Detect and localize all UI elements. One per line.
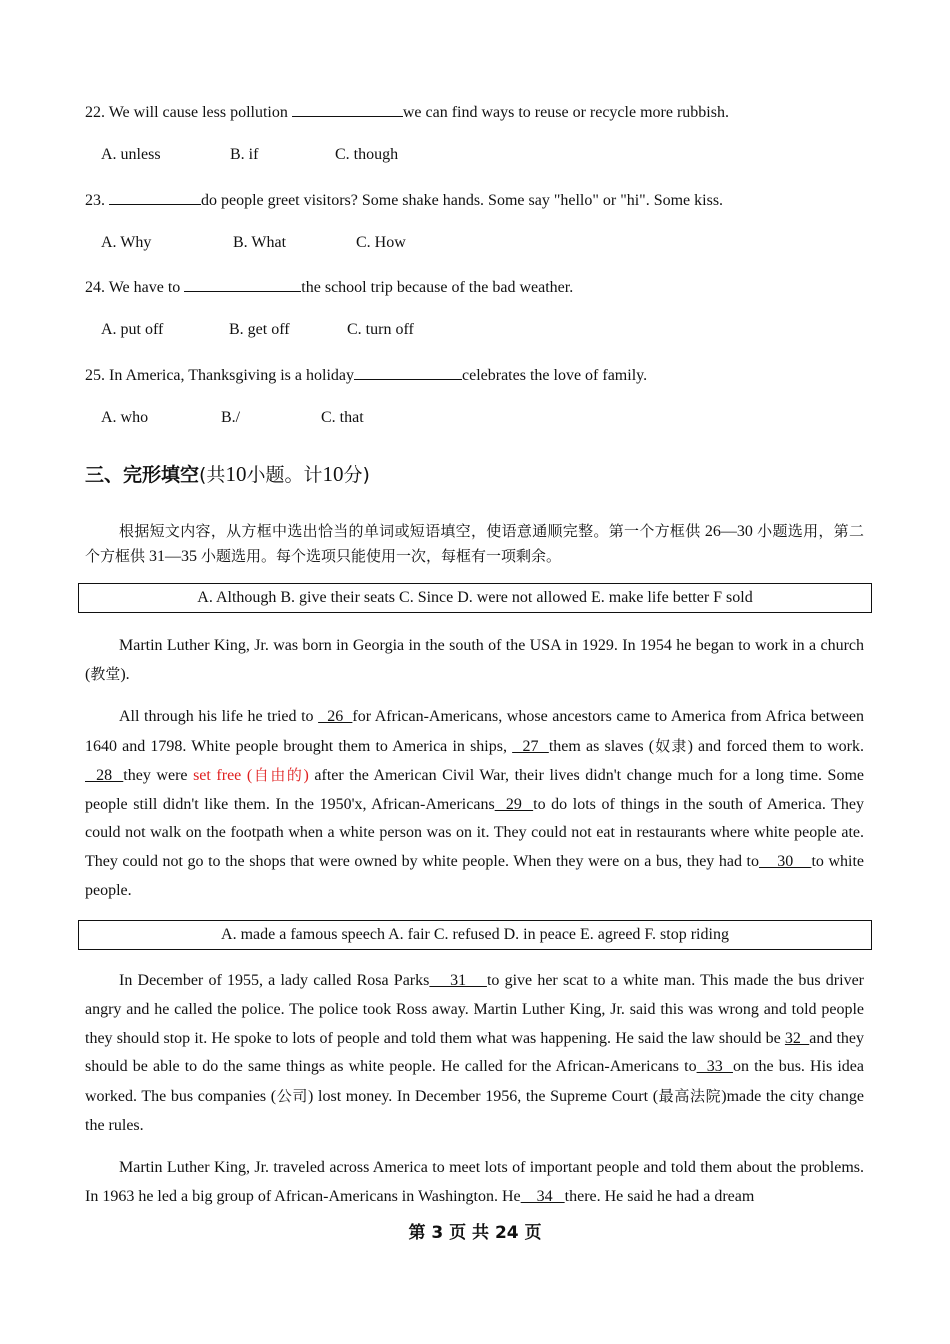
page-footer: 第 3 页 共 24 页: [408, 1223, 542, 1243]
text: to give her scat to a white man. This made the bus driver angry and he called the police. The police took Ross away. Martin Luther King, Jr. said this was wrong and told people they should stop it. He spoke to lots of people and told them what was happening. He said the law should be: [85, 972, 865, 1047]
blank-34: 34: [520, 1187, 565, 1205]
question-stem-before: We will cause less pollution: [108, 104, 288, 121]
instructions-range-1: 26—30: [700, 523, 758, 540]
question-stem-after: we can find ways to reuse or recycle more rubbish.: [402, 104, 729, 121]
text: on the bus. His idea worked. The bus companies (: [85, 1058, 864, 1106]
text: they were: [123, 767, 194, 785]
option-c: C. that: [321, 409, 364, 426]
question-25: [85, 364, 647, 386]
highlighted-chinese-gloss: 自由的: [252, 766, 304, 785]
chinese-gloss: 奴隶: [654, 736, 688, 755]
instructions-text-2: 小题选用，第二个方框供: [85, 522, 864, 565]
question-stem-before: We have to: [108, 279, 181, 296]
instructions-text-3: 小题选用。每个选项只能使用一次，每框有一项剩余。: [201, 547, 562, 565]
text: Martin Luther King, Jr. traveled across America to meet lots of important people and told them about the problems. In 1963 he led a big group of African-Americans in Washington. He: [85, 1159, 864, 1205]
text: and they should be able to do the same things as white people. He called for the African-Americans to: [85, 1029, 865, 1076]
answer-blank: [354, 364, 462, 380]
section-score-close: 分): [343, 464, 370, 486]
answer-blank: [109, 189, 201, 205]
option-a: A. unless: [101, 146, 161, 163]
passage-paragraph-3: [85, 967, 864, 1141]
text: for African-Americans, whose ancestors came to America from Africa between 1640 and 1798. White people brought them to America in ships,: [85, 708, 865, 755]
section-score-total: 10: [322, 462, 344, 486]
section-heading: [85, 460, 370, 489]
question-24: [85, 276, 573, 298]
question-23: [85, 189, 723, 211]
highlighted-phrase: set free (: [193, 767, 253, 785]
text: ) and forced them to work.: [687, 737, 865, 755]
blank-33: 33: [696, 1058, 733, 1076]
text: them as slaves (: [548, 737, 655, 755]
question-stem-after: do people greet visitors? Some shake hands. Some say "hello" or "hi". Some kiss.: [201, 192, 724, 209]
question-stem-after: celebrates the love of family.: [462, 367, 648, 384]
option-a: A. Why: [101, 234, 152, 251]
section-title: 三、完形填空: [85, 464, 200, 486]
option-a: A. who: [101, 409, 149, 426]
word-box-1: A. Although B. give their seats C. Since D. were not allowed E. make life better F sold: [78, 583, 872, 613]
word-box-2: A. made a famous speech A. fair C. refused D. in peace E. agreed F. stop riding: [78, 920, 872, 950]
question-stem-after: the school trip because of the bad weather.: [301, 279, 574, 296]
option-a: A. put off: [101, 321, 164, 338]
chinese-gloss: 最高法院: [658, 1087, 722, 1106]
section-score-mid: 小题。计: [246, 464, 323, 486]
text: Martin Luther King, Jr. was born in Georgia in the south of the USA in 1929. In 1954 he began to work in a church (: [85, 637, 864, 683]
text: to white people.: [85, 852, 865, 899]
text: All through his life he tried to: [119, 708, 319, 725]
question-number: 24.: [85, 279, 105, 296]
section-instructions: [85, 519, 864, 569]
passage-paragraph-1: [85, 631, 864, 689]
text: after the American Civil War, their lives didn't change much for a long time. Some people still didn't like them. In the 1950'x, African-Americans: [85, 767, 865, 813]
blank-27: 27: [512, 737, 549, 755]
text: In December of 1955, a lady called Rosa Parks: [119, 972, 430, 989]
question-22: [85, 101, 729, 123]
section-question-count: 10: [225, 462, 247, 486]
text: to do lots of things in the south of America. They could not walk on the footpath when a white person was on it. They could not eat in restaurants where white people ate. They could not go to the shops that were owned by white people. When they were on a bus, they had to: [85, 795, 865, 870]
passage-paragraph-2: [85, 703, 864, 905]
text: ) lost money. In December 1956, the Supreme Court (: [308, 1088, 659, 1106]
passage-paragraph-4: [85, 1154, 864, 1211]
blank-31: 31: [429, 972, 487, 989]
question-number: 23.: [85, 192, 105, 209]
question-stem-before: In America, Thanksgiving is a holiday: [109, 367, 354, 384]
section-score-open: (共: [199, 464, 226, 486]
blank-26: 26: [318, 708, 353, 725]
text: there. He said he had a dream: [564, 1187, 755, 1205]
option-b: B. What: [233, 234, 287, 251]
option-b: B. get off: [229, 321, 290, 338]
chinese-gloss: 教堂: [90, 665, 121, 683]
option-c: C. turn off: [347, 321, 414, 338]
option-c: C. How: [356, 234, 406, 251]
answer-blank: [292, 101, 403, 117]
chinese-gloss: 公司: [276, 1087, 309, 1106]
blank-32: 32: [784, 1029, 810, 1047]
text: )made the city change the rules.: [85, 1088, 864, 1134]
blank-28: 28: [85, 767, 124, 785]
blank-30: 30: [758, 852, 812, 870]
option-b: B./: [221, 409, 241, 426]
option-b: B. if: [230, 146, 259, 163]
highlighted-phrase-end: ): [303, 767, 309, 785]
blank-29: 29: [494, 795, 534, 813]
question-number: 25.: [85, 367, 105, 384]
option-c: C. though: [335, 146, 399, 163]
instructions-text-1: 根据短文内容，从方框中选出恰当的单词或短语填空，使语意通顺完整。第一个方框供: [119, 522, 701, 540]
text: ).: [120, 666, 130, 683]
answer-blank: [184, 276, 301, 292]
instructions-range-2: 31—35: [145, 548, 202, 565]
question-number: 22.: [85, 104, 105, 121]
